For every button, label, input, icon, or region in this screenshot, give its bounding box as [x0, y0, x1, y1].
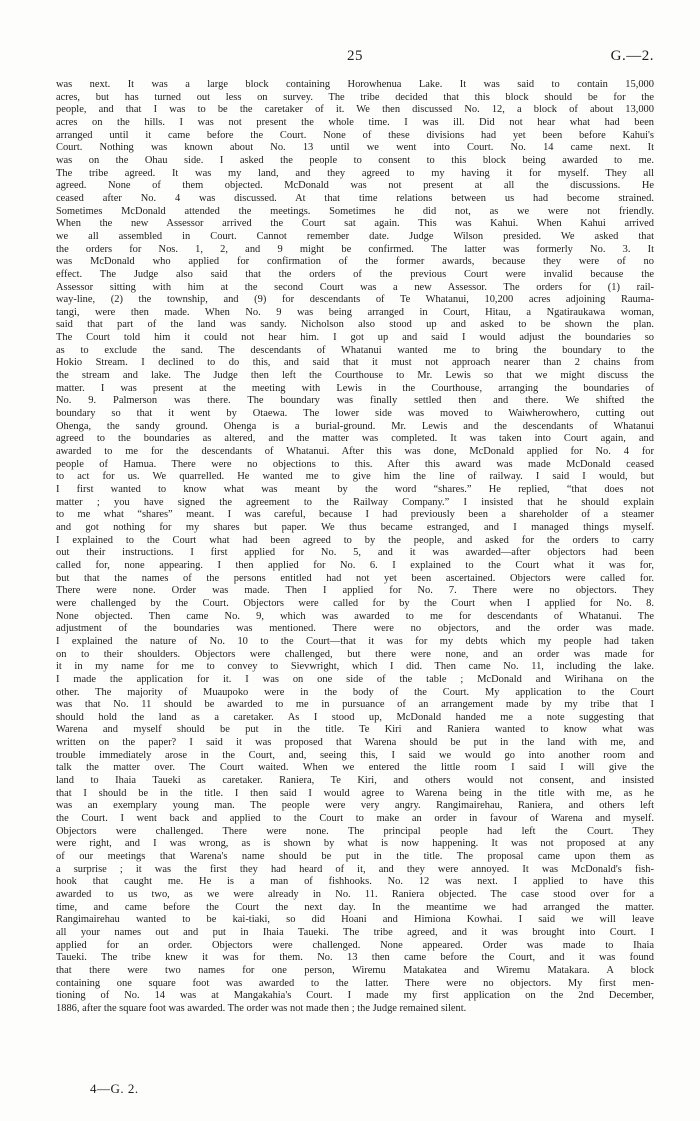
- text-line: other. The majority of Muaupoko were in the body of the Court. My application to the Court: [56, 686, 654, 698]
- text-line: the Court. I went back and applied to the Court to make an order in favour of Warena and myself.: [56, 813, 654, 825]
- text-line: was on the Ohau side. I asked the people to consent to this block being awarded to me.: [56, 154, 654, 166]
- text-line: I explained to the Court what had been agreed to by the people, and asked for the orders to carry: [56, 534, 654, 546]
- text-line: tangi, were then made. When No. 9 was being arranged in Court, Hitau, a Ngatiraukawa woman,: [56, 306, 654, 318]
- text-line: called for, none appearing. I then applied for No. 6. I explained to the Court what it was for,: [56, 559, 654, 571]
- text-line: of our meetings that Warena's name should be put in the title. The proposal came upon them as: [56, 851, 654, 863]
- text-line: that there were two names for one person, Wiremu Matakatea and Wiremu Matakara. A block: [56, 964, 654, 976]
- text-line: acres, but has turned out less on survey. The tribe decided that this block should be for the: [56, 91, 654, 103]
- text-line: and got nothing for my shares but paper. We thus became estranged, and I managed things myself.: [56, 521, 654, 533]
- text-line: awarded to me for the descendants of Whatanui. After this was done, McDonald applied for No. 4 for: [56, 446, 654, 458]
- text-line: people, and that I was to be the caretaker of it. We then discussed No. 12, a block of about 13,000: [56, 104, 654, 116]
- text-line: I made the application for it. I was on one side of the table ; McDonald and Wirihana on the: [56, 673, 654, 685]
- text-line: Objectors were challenged. There were none. The principal people had left the Court. They: [56, 825, 654, 837]
- text-line: arranged until it came before the Court. None of these divisions had yet been before Kahui's: [56, 129, 654, 141]
- text-line: Ohenga, the sandy ground. Ohenga is a burial-ground. Mr. Lewis and the descendants of Whatanui: [56, 420, 654, 432]
- text-line: was an exemplary young man. The people were very angry. Rangimairehau, Raniera, and others left: [56, 800, 654, 812]
- printer-signature: 4—G. 2.: [90, 1081, 139, 1096]
- text-line: but that the names of the persons entitled had not yet been ascertained. Objectors were called for.: [56, 572, 654, 584]
- text-line: agreed. None of them objected. McDonald was not present at all the discussions. He: [56, 180, 654, 192]
- text-line: to act for us. We quarrelled. He wanted me to give him the line of railway. I said I would, but: [56, 471, 654, 483]
- text-line: I first wanted to know what was meant by the word “shares.” He replied, “that does not: [56, 484, 654, 495]
- text-line: was that No. 11 should be awarded to me in pursuance of an arrangement made by my tribe that I: [56, 699, 654, 711]
- text-line: the stream and lake. The Judge then left the Courthouse to Mr. Lewis so that we might discuss the: [56, 370, 654, 382]
- text-line: land to Ihaia Taueki as caretaker. Raniera, Te Kiri, and others would not consent, and insisted: [56, 775, 654, 787]
- text-line: was McDonald who applied for confirmation of the former awards, because they were of no: [56, 256, 654, 268]
- text-line: Hokio Stream. I declined to do this, and said that it must not approach nearer than 2 chains from: [56, 357, 654, 369]
- text-line: a surprise ; it was the first they had heard of it, and they were annoyed. It was McDonald's fish-: [56, 863, 654, 875]
- text-line: tioning of No. 14 was at Mangakahia's Court. I made my first application on the 2nd December,: [56, 990, 654, 1002]
- text-line: adjustment of the boundaries was mentioned. There were no objectors, and the order was made.: [56, 623, 654, 635]
- text-line: acres on the hills. I was not present the whole time. I was ill. Did not hear what had been: [56, 116, 654, 128]
- text-line: we all assembled in Court. Cannot remember date. Judge Wilson presided. We asked that: [56, 230, 654, 242]
- text-line: all your names out and put in Ihaia Taueki. The tribe agreed, and it was brought into Court. I: [56, 926, 654, 938]
- document-reference: G.—2.: [610, 48, 654, 64]
- text-line: said that part of the land was sandy. Nicholson also stood up and asked to be shown the plan.: [56, 319, 654, 331]
- text-line: matter ; you have signed the agreement to the Railway Company.” I insisted that he should explain: [56, 496, 654, 508]
- text-line: ceased after No. 4 was discussed. At that time relations between us had become strained.: [56, 192, 654, 204]
- text-line: talk the matter over. The Court waited. When we entered the little room I said I will give the: [56, 762, 654, 774]
- text-line: should hold the land as a caretaker. As I stood up, McDonald handed me a note suggesting that: [56, 711, 654, 723]
- text-line: Rangimairehau wanted to be kai-tiaki, so did Hoani and Himiona Kowhai. I said we will leave: [56, 914, 654, 926]
- text-line: Assessor sitting with him at the second Court was a new Assessor. The orders for (1) rail-: [56, 281, 654, 293]
- text-line: matter. I was present at the meeting with Lewis in the Courthouse, arranging the boundaries of: [56, 382, 654, 394]
- text-line: people of Hamua. There were no objections to this. After this award was made McDonald ceased: [56, 458, 654, 470]
- text-line: awarded to us two, as we were already in No. 11. Raniera objected. The case stood over for a: [56, 889, 654, 900]
- text-line: None objected. Then came No. 9, which was awarded to me for descendants of Whatanui. The: [56, 610, 654, 622]
- text-line: were challenged by the Court. Objectors were called for by the Court when I applied for No. 8.: [56, 597, 654, 609]
- text-line: time, and came before the Court the next day. In the meantime we had arranged the matter.: [56, 901, 654, 913]
- text-line: effect. The Judge also said that the orders of the previous Court were invalid because the: [56, 268, 654, 280]
- text-line: hook that caught me. He is a man of fishhooks. No. 12 was next. I applied to have this: [56, 876, 654, 888]
- text-line: agreed to the boundaries as altered, and the matter was completed. It was taken into Court again, and: [56, 433, 654, 445]
- text-line: applied for an order. Objectors were challenged. None appeared. Order was made to Ihaia: [56, 939, 654, 951]
- text-line: it in my name for me to convey to Sievwright, which I did. Then came No. 11, including the lake.: [56, 661, 654, 673]
- text-line: way-line, (2) the township, and (9) for descendants of Te Whatanui, 10,200 acres adjoining Raumа-: [56, 294, 654, 306]
- text-line: Sometimes McDonald attended the meetings. Sometimes he did not, as we were not friendly.: [56, 205, 654, 217]
- text-line: There were none. Order was made. Then I applied for No. 7. There were no objectors. They: [56, 585, 654, 597]
- text-line: were right, and I was wrong, as is shown by what is now happening. It was not proposed at any: [56, 838, 654, 850]
- text-line: Warena and myself should be put in the title. Te Kiri and Raniera wanted to know what was: [56, 724, 654, 736]
- text-line: I explained the nature of No. 10 to the Court—that it was for my debts which my people had taken: [56, 635, 654, 647]
- text-line: out their instructions. I first applied for No. 5, and it was awarded—after objectors had been: [56, 547, 654, 559]
- text-line: containing one square foot was awarded to the latter. There were no objectors. My first men-: [56, 977, 654, 989]
- text-line: the orders for Nos. 1, 2, and 9 might be confirmed. The latter was formerly No. 3. It: [56, 243, 654, 255]
- text-line: Court. Nothing was known about No. 13 until we went into Court. No. 14 came next. It: [56, 142, 654, 154]
- text-line: No. 9. Palmerson was there. The boundary was finally settled then and there. We shifted the: [56, 395, 654, 407]
- text-line: The Court told him it could not hear him. I got up and said I would adjust the boundaries so: [56, 332, 654, 344]
- page-number: 25: [347, 48, 363, 64]
- text-line: was next. It was a large block containing Horowhenua Lake. It was said to contain 15,000: [56, 79, 654, 90]
- text-line: to me what “shares” meant. I was careful, because I had previously been a shareholder of a steamer: [56, 509, 654, 521]
- body-text: [56, 79, 654, 1089]
- text-line: 1886, after the square foot was awarded. The order was not made then ; the Judge remained silent.: [56, 1002, 467, 1014]
- text-line: written on the paper? I said it was proposed that Warena should be put in the land with me, and: [56, 737, 654, 749]
- text-line: as to exclude the sand. The descendants of Whatanui wanted me to bring the boundary to the: [56, 344, 654, 356]
- text-line: trouble immediately arose in the Court, and, seeing this, I said we would go into another room and: [56, 749, 654, 761]
- text-line: Taueki. The tribe knew it was for them. No. 13 then came before the Court, and it was found: [56, 952, 654, 964]
- text-line: boundary so that it went by Otaewa. The lower side was moved to Waiwherowhero, cutting out: [56, 408, 654, 420]
- page-header: [56, 48, 654, 68]
- text-line: on to their shoulders. Objectors were challenged, but there were none, and an order was made for: [56, 648, 654, 660]
- text-line: When the new Assessor arrived the Court sat again. This was Kahui. When Kahui arrived: [56, 218, 654, 230]
- text-line: The tribe agreed. It was my land, and they agreed to my having it for myself. They all: [56, 167, 654, 179]
- text-line: that I should be in the title. I then said I would agree to Warena being in the title with me, as he: [56, 787, 654, 799]
